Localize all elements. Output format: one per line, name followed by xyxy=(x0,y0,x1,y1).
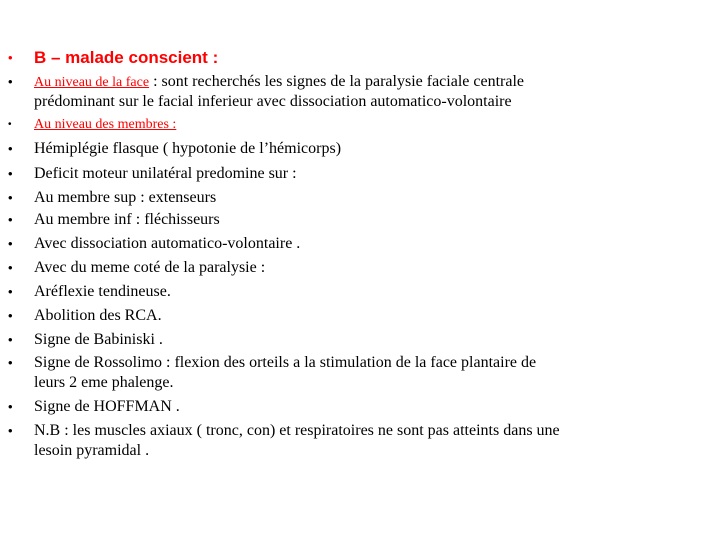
list-item-text: Hémiplégie flasque ( hypotonie de l’hémicorps) xyxy=(34,140,342,157)
list-item-text: Aréflexie tendineuse. xyxy=(34,283,171,300)
list-item-text: Deficit moteur unilatéral predomine sur : xyxy=(34,165,297,182)
list-item-text: Avec du meme coté de la paralysie : xyxy=(34,259,266,276)
bullet-icon: • xyxy=(8,423,13,438)
bullet-icon: • xyxy=(8,141,13,156)
bullet-icon: • xyxy=(8,74,13,89)
list-item-text: N.B : les muscles axiaux ( tronc, con) et respiratoires ne sont pas atteints dans une xyxy=(34,422,560,439)
list-item-text: Signe de Babiniski . xyxy=(34,331,163,348)
bullet-icon: • xyxy=(8,166,13,181)
list-item-text: Au membre sup : extenseurs xyxy=(34,189,217,206)
bullet-icon: • xyxy=(8,260,13,275)
list-item-text: leurs 2 eme phalenge. xyxy=(34,374,174,391)
face-text xyxy=(34,72,704,93)
bullet-icon: • xyxy=(8,355,13,370)
face-label: Au niveau de la face xyxy=(34,75,150,90)
bullet-icon: • xyxy=(8,119,12,130)
bullet-icon: • xyxy=(8,399,13,414)
face-description-cont: prédominant sur le facial inferieur avec dissociation automatico-volontaire xyxy=(34,93,512,110)
bullet-icon: • xyxy=(8,236,13,251)
bullet-icon: • xyxy=(8,212,13,227)
list-item-text: Au membre inf : fléchisseurs xyxy=(34,211,220,228)
face-description: : sont recherchés les signes de la paralysie faciale centrale xyxy=(149,73,524,90)
list-item-text: Abolition des RCA. xyxy=(34,307,162,324)
bullet-icon: • xyxy=(8,284,13,299)
list-item-text: Avec dissociation automatico-volontaire . xyxy=(34,235,301,252)
bullet-icon: • xyxy=(8,332,13,347)
slide-heading: B – malade conscient : xyxy=(34,48,219,67)
list-item-text: Signe de HOFFMAN . xyxy=(34,398,180,415)
membres-label: Au niveau des membres : xyxy=(34,117,177,132)
list-item-text: Signe de Rossolimo : flexion des orteils a la stimulation de la face plantaire de xyxy=(34,354,537,371)
bullet-icon: • xyxy=(8,308,13,323)
bullet-icon: • xyxy=(8,50,13,65)
bullet-icon: • xyxy=(8,190,13,205)
list-item-text: lesoin pyramidal . xyxy=(34,442,150,459)
